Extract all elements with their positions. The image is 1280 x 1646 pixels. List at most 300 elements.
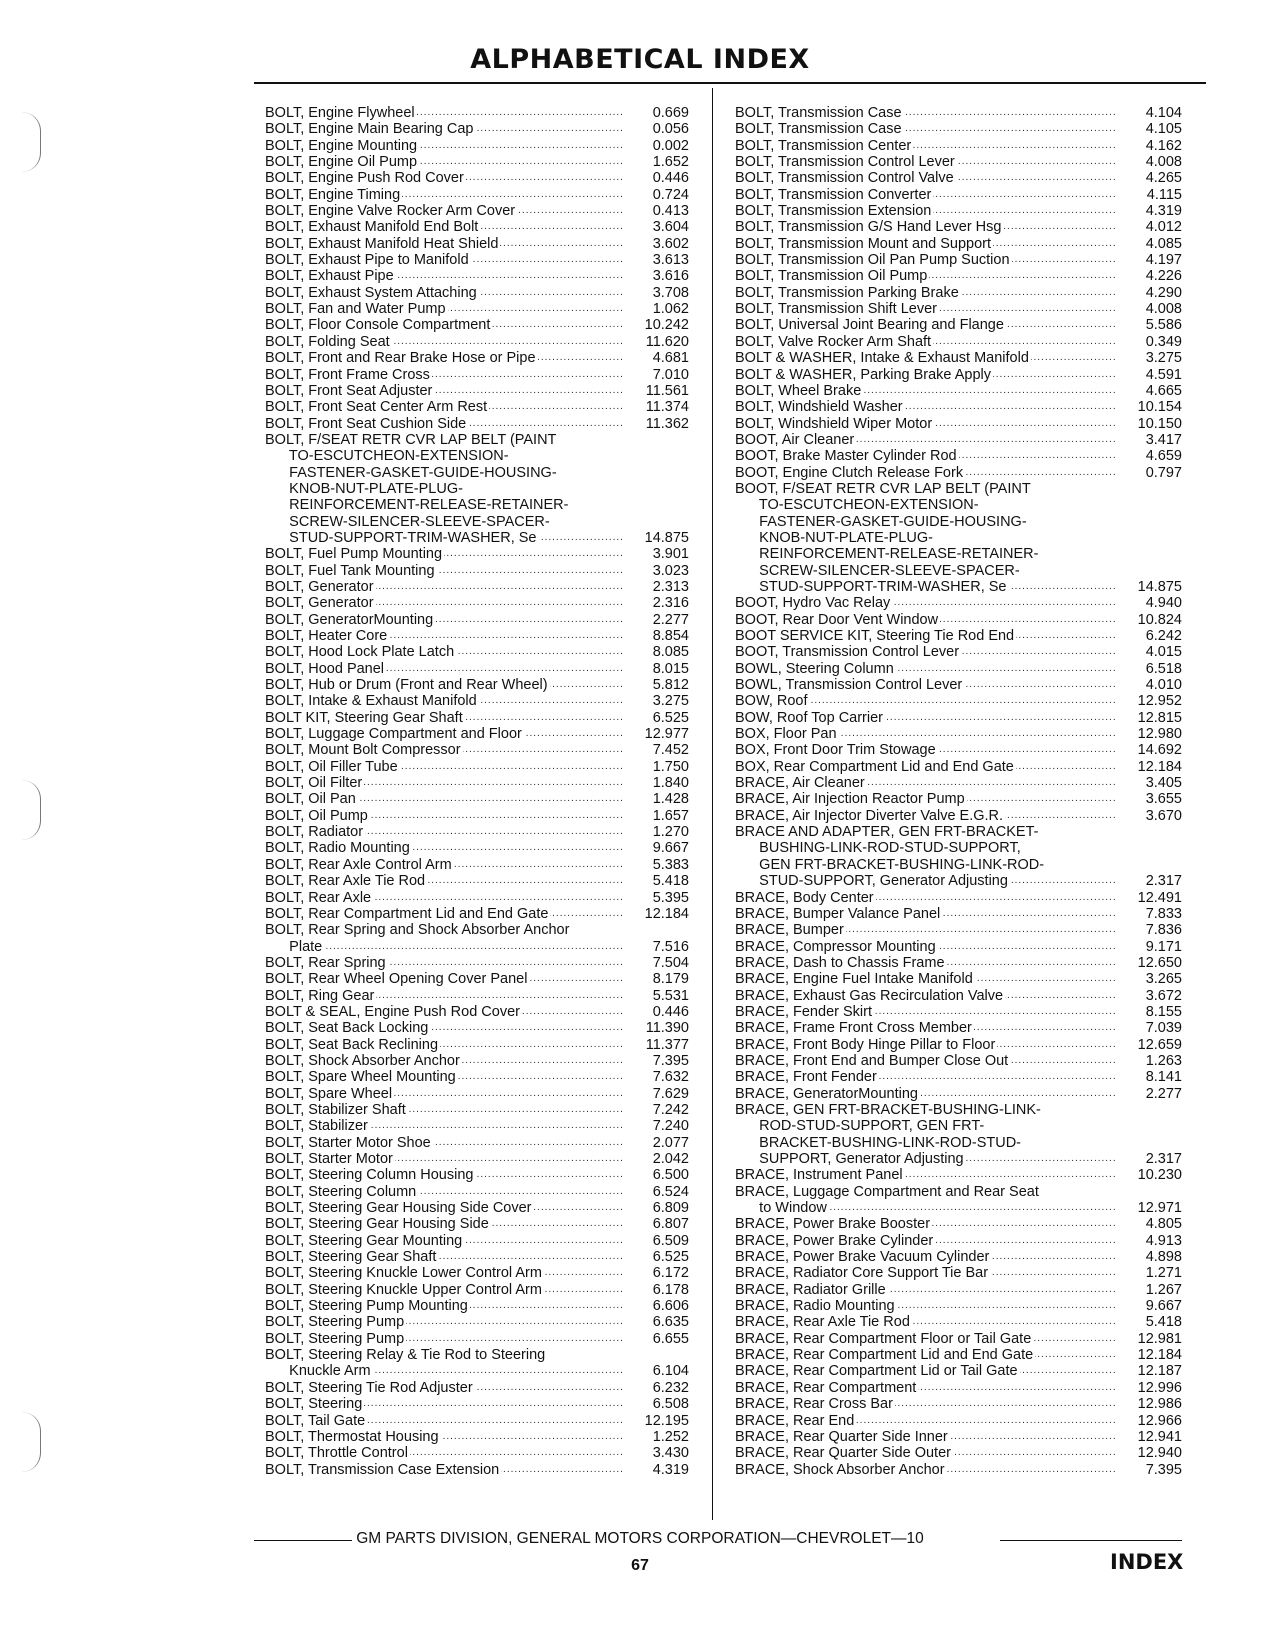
index-entry bbox=[265, 481, 689, 497]
entry-reference-number: 4.085 bbox=[1145, 235, 1182, 252]
entry-reference-number: 6.655 bbox=[652, 1330, 689, 1347]
index-entry bbox=[735, 710, 1182, 726]
index-entry bbox=[735, 383, 1182, 399]
entry-description-text: BOLT, Steering Pump Mounting bbox=[265, 1298, 468, 1315]
entry-description-text: BOLT, Intake & Exhaust Manifold bbox=[265, 693, 477, 710]
entry-description-text: FASTENER-GASKET-GUIDE-HOUSING- bbox=[735, 513, 1027, 530]
entry-description-text: BOLT, Luggage Compartment and Floor bbox=[265, 726, 522, 743]
entry-description-text: BOLT, Steering Pump bbox=[265, 1330, 405, 1347]
index-entry bbox=[265, 465, 689, 481]
entry-description-text: BOLT, Generator bbox=[265, 595, 374, 612]
entry-reference-number: 12.195 bbox=[644, 1412, 689, 1429]
entry-description-text: BOLT, Hood Panel bbox=[265, 660, 385, 677]
index-entry bbox=[265, 154, 689, 170]
entry-reference-number: 7.836 bbox=[1145, 922, 1182, 939]
entry-reference-number: 6.232 bbox=[652, 1379, 689, 1396]
entry-description-text: BRACE, Fender Skirt bbox=[735, 1003, 872, 1020]
index-entry bbox=[735, 563, 1182, 579]
index-entry bbox=[265, 628, 689, 644]
entry-description bbox=[265, 628, 623, 644]
entry-description bbox=[265, 399, 623, 415]
entry-description bbox=[265, 1347, 623, 1363]
entry-description bbox=[265, 906, 623, 922]
entry-description bbox=[265, 1265, 623, 1281]
entry-reference-number: 2.277 bbox=[652, 611, 689, 628]
entry-description bbox=[265, 432, 623, 448]
entry-description-text: BRACE, Radiator Core Support Tie Bar bbox=[735, 1265, 989, 1282]
entry-description-text: BOLT, Oil Filler Tube bbox=[265, 758, 398, 775]
entry-description bbox=[735, 268, 1116, 284]
index-entry bbox=[735, 873, 1182, 889]
index-entry bbox=[735, 824, 1182, 840]
index-entry bbox=[265, 1053, 689, 1069]
index-entry bbox=[735, 1118, 1182, 1134]
entry-description-text: BRACE, Front End and Bumper Close Out bbox=[735, 1052, 1009, 1069]
index-entry bbox=[735, 677, 1182, 693]
entry-reference-number: 0.797 bbox=[1145, 464, 1182, 481]
entry-description-text: BOW, Roof Top Carrier bbox=[735, 709, 884, 726]
entry-description-text: BOLT, Transmission G/S Hand Lever Hsg bbox=[735, 219, 1002, 236]
index-entry bbox=[735, 1086, 1182, 1102]
entry-reference-number: 1.062 bbox=[652, 301, 689, 318]
entry-description-text: BRACE, Bumper Valance Panel bbox=[735, 905, 941, 922]
index-entry bbox=[265, 138, 689, 154]
entry-description bbox=[735, 1004, 1116, 1020]
index-entry bbox=[735, 808, 1182, 824]
entry-description bbox=[735, 546, 1116, 562]
entry-description-text: BRACE, Rear Compartment Floor or Tail Gate bbox=[735, 1330, 1032, 1347]
entry-description-text: BRACE AND ADAPTER, GEN FRT-BRACKET- bbox=[735, 824, 1039, 841]
index-entry bbox=[265, 1216, 689, 1232]
entry-description bbox=[265, 203, 623, 219]
entry-reference-number: 0.446 bbox=[652, 170, 689, 187]
index-entry bbox=[265, 1413, 689, 1429]
entry-description bbox=[265, 154, 623, 170]
entry-reference-number: 7.452 bbox=[652, 742, 689, 759]
entry-description bbox=[735, 759, 1116, 775]
entry-description bbox=[265, 383, 623, 399]
entry-description-text: BOLT, Transmission Case bbox=[735, 105, 902, 121]
entry-reference-number: 4.105 bbox=[1145, 121, 1182, 138]
entry-description bbox=[265, 465, 623, 481]
entry-reference-number: 4.115 bbox=[1146, 186, 1182, 203]
entry-reference-number: 4.197 bbox=[1145, 252, 1182, 269]
index-entry bbox=[735, 922, 1182, 938]
entry-description bbox=[735, 448, 1116, 464]
index-entry bbox=[735, 775, 1182, 791]
entry-description-text: BOLT, Front Seat Adjuster bbox=[265, 382, 433, 399]
index-entry bbox=[735, 1380, 1182, 1396]
entry-description-text: BRACE, Power Brake Cylinder bbox=[735, 1232, 934, 1249]
index-entry bbox=[265, 971, 689, 987]
index-entry bbox=[735, 1004, 1182, 1020]
entry-description-text: BOLT, Engine Flywheel bbox=[265, 105, 415, 121]
entry-description-text: BOLT, Steering Gear Housing Side Cover bbox=[265, 1200, 532, 1217]
entry-description bbox=[735, 285, 1116, 301]
index-entry bbox=[265, 203, 689, 219]
entry-reference-number: 8.015 bbox=[652, 660, 689, 677]
entry-description bbox=[735, 301, 1116, 317]
index-entry bbox=[265, 432, 689, 448]
entry-description bbox=[735, 1037, 1116, 1053]
entry-description bbox=[735, 955, 1116, 971]
entry-description bbox=[735, 170, 1116, 186]
index-entry bbox=[735, 465, 1182, 481]
entry-description bbox=[735, 1233, 1116, 1249]
title-rule bbox=[254, 82, 1206, 84]
index-entry bbox=[265, 1151, 689, 1167]
entry-description-text: BOLT, Engine Mounting bbox=[265, 137, 418, 154]
index-entry bbox=[735, 203, 1182, 219]
entry-description bbox=[265, 1118, 623, 1134]
entry-reference-number: 8.179 bbox=[652, 971, 689, 988]
index-entry bbox=[735, 1184, 1182, 1200]
entry-description-text: BOLT, Valve Rocker Arm Shaft bbox=[735, 333, 932, 350]
entry-reference-number: 3.405 bbox=[1145, 775, 1182, 792]
index-entry bbox=[735, 187, 1182, 203]
entry-reference-number: 10.150 bbox=[1137, 415, 1182, 432]
entry-description-text: BOWL, Transmission Control Lever bbox=[735, 677, 963, 694]
entry-reference-number: 3.708 bbox=[652, 284, 689, 301]
entry-reference-number: 12.941 bbox=[1137, 1428, 1182, 1445]
entry-description bbox=[265, 285, 623, 301]
index-entry bbox=[735, 416, 1182, 432]
index-entry bbox=[265, 219, 689, 235]
entry-description-text: BOOT, Hydro Vac Relay bbox=[735, 595, 891, 612]
entry-description-text: BOLT, Throttle Control bbox=[265, 1445, 408, 1462]
index-entry bbox=[265, 808, 689, 824]
entry-reference-number: 12.184 bbox=[1137, 758, 1182, 775]
entry-description-text: BRACE, Air Injection Reactor Pump bbox=[735, 791, 965, 808]
entry-description-text: BOLT, Engine Timing bbox=[265, 186, 401, 203]
entry-description bbox=[265, 742, 623, 758]
entry-description-text: Plate bbox=[265, 938, 323, 955]
entry-reference-number: 14.692 bbox=[1137, 742, 1182, 759]
entry-description bbox=[265, 497, 623, 513]
entry-description bbox=[265, 236, 623, 252]
entry-description bbox=[265, 1216, 623, 1232]
index-entry bbox=[265, 1396, 689, 1412]
entry-reference-number: 9.667 bbox=[652, 840, 689, 857]
entry-description bbox=[735, 1429, 1116, 1445]
entry-reference-number: 12.977 bbox=[644, 726, 689, 743]
entry-description-text: BOLT, Thermostat Housing bbox=[265, 1428, 439, 1445]
entry-description-text: BOLT, Mount Bolt Compressor bbox=[265, 742, 461, 759]
index-entry bbox=[735, 367, 1182, 383]
entry-description-text: BOLT, Stabilizer bbox=[265, 1118, 368, 1135]
entry-reference-number: 12.996 bbox=[1137, 1379, 1182, 1396]
index-entry bbox=[265, 1167, 689, 1183]
index-entry bbox=[735, 1249, 1182, 1265]
index-entry bbox=[265, 367, 689, 383]
entry-description bbox=[735, 1086, 1116, 1102]
entry-description-text: BOLT, Oil Filter bbox=[265, 775, 363, 792]
entry-reference-number: 4.898 bbox=[1145, 1249, 1182, 1266]
entry-description-text: BOLT, Wheel Brake bbox=[735, 382, 862, 399]
entry-description-text: BOLT, GeneratorMounting bbox=[265, 611, 434, 628]
entry-description-text: BOWL, Steering Column bbox=[735, 660, 894, 677]
entry-description-text: SUPPORT, Generator Adjusting bbox=[735, 1151, 964, 1167]
entry-description-text: BRACE, Rear Axle Tie Rod bbox=[735, 1314, 910, 1331]
entry-description bbox=[265, 726, 623, 742]
entry-description-text: BRACE, Body Center bbox=[735, 889, 874, 906]
entry-reference-number: 9.171 bbox=[1145, 938, 1182, 955]
entry-description bbox=[265, 693, 623, 709]
entry-description bbox=[265, 1413, 623, 1429]
entry-reference-number: 8.085 bbox=[652, 644, 689, 661]
index-entry bbox=[265, 661, 689, 677]
entry-description bbox=[735, 1363, 1116, 1379]
index-entry bbox=[265, 1380, 689, 1396]
entry-reference-number: 5.383 bbox=[652, 856, 689, 873]
entry-reference-number: 5.418 bbox=[652, 873, 689, 890]
entry-description-text: BOLT, Rear Axle bbox=[265, 889, 372, 906]
entry-reference-number: 6.242 bbox=[1145, 628, 1182, 644]
entry-description bbox=[735, 1347, 1116, 1363]
index-entry bbox=[735, 1347, 1182, 1363]
entry-reference-number: 11.561 bbox=[645, 382, 689, 399]
entry-description-text: BOLT, Hood Lock Plate Latch bbox=[265, 644, 455, 661]
entry-description bbox=[735, 1445, 1116, 1461]
entry-description bbox=[265, 1282, 623, 1298]
entry-reference-number: 4.008 bbox=[1145, 154, 1182, 171]
index-entry bbox=[265, 416, 689, 432]
entry-description bbox=[265, 1298, 623, 1314]
entry-description-text: BOLT, Rear Wheel Opening Cover Panel bbox=[265, 971, 528, 988]
entry-description-text: BOLT, Transmission Case Extension bbox=[265, 1461, 500, 1478]
entry-description-text: BOLT, Transmission Oil Pump bbox=[735, 268, 928, 285]
entry-description-text: BOLT, Steering Gear Shaft bbox=[265, 1249, 437, 1266]
entry-description bbox=[265, 971, 623, 987]
entry-description bbox=[735, 334, 1116, 350]
index-entry bbox=[265, 187, 689, 203]
entry-reference-number: 7.632 bbox=[652, 1069, 689, 1086]
index-entry bbox=[735, 612, 1182, 628]
entry-description-text: REINFORCEMENT-RELEASE-RETAINER- bbox=[265, 497, 569, 514]
entry-description bbox=[735, 1265, 1116, 1281]
index-entry bbox=[735, 301, 1182, 317]
entry-description bbox=[265, 595, 623, 611]
entry-reference-number: 4.319 bbox=[1145, 203, 1182, 220]
entry-description bbox=[735, 1020, 1116, 1036]
entry-description-text: BOLT & WASHER, Intake & Exhaust Manifold bbox=[735, 350, 1029, 367]
entry-description bbox=[735, 252, 1116, 268]
entry-description-text: BOLT, Heater Core bbox=[265, 628, 388, 644]
index-entry bbox=[265, 514, 689, 530]
entry-description-text: TO-ESCUTCHEON-EXTENSION- bbox=[265, 448, 509, 465]
index-entry bbox=[265, 742, 689, 758]
entry-description bbox=[265, 1314, 623, 1330]
entry-reference-number: 7.833 bbox=[1145, 905, 1182, 922]
entry-description-text: BOLT, Engine Main Bearing Cap bbox=[265, 121, 474, 138]
index-entry bbox=[265, 1037, 689, 1053]
entry-description-text: BOOT, Brake Master Cylinder Rod bbox=[735, 448, 957, 465]
index-entry bbox=[265, 105, 689, 121]
entry-reference-number: 3.417 bbox=[1145, 431, 1182, 448]
entry-description bbox=[735, 628, 1116, 644]
page-number: 67 bbox=[631, 1557, 649, 1574]
entry-reference-number: 3.275 bbox=[652, 693, 689, 710]
entry-description-text: BOX, Front Door Trim Stowage bbox=[735, 742, 936, 759]
entry-description-text: BOLT & SEAL, Engine Push Rod Cover bbox=[265, 1003, 520, 1020]
entry-description bbox=[265, 1445, 623, 1461]
entry-reference-number: 12.187 bbox=[1137, 1363, 1182, 1380]
index-entry bbox=[265, 1086, 689, 1102]
index-entry bbox=[735, 350, 1182, 366]
index-entry bbox=[735, 857, 1182, 873]
entry-description bbox=[265, 1331, 623, 1347]
index-entry bbox=[265, 252, 689, 268]
entry-description bbox=[735, 677, 1116, 693]
entry-description bbox=[735, 399, 1116, 415]
entry-description bbox=[265, 824, 623, 840]
entry-description bbox=[265, 1069, 623, 1085]
entry-description-text: BOLT, Exhaust Manifold Heat Shield bbox=[265, 235, 499, 252]
entry-description-text: BOOT, F/SEAT RETR CVR LAP BELT (PAINT bbox=[735, 480, 1031, 497]
index-entry bbox=[265, 1462, 689, 1478]
entry-reference-number: 4.659 bbox=[1145, 448, 1182, 465]
entry-description-text: BRACE, Instrument Panel bbox=[735, 1167, 903, 1184]
entry-description bbox=[735, 857, 1116, 873]
index-entry bbox=[735, 514, 1182, 530]
entry-description bbox=[735, 481, 1116, 497]
entry-description bbox=[265, 138, 623, 154]
entry-reference-number: 4.226 bbox=[1145, 268, 1182, 285]
entry-description bbox=[735, 1184, 1116, 1200]
entry-reference-number: 11.620 bbox=[645, 333, 689, 350]
index-entry bbox=[735, 285, 1182, 301]
entry-reference-number: 1.652 bbox=[652, 154, 689, 171]
index-entry bbox=[735, 481, 1182, 497]
entry-description bbox=[735, 644, 1116, 660]
entry-description-text: BOLT, Starter Motor bbox=[265, 1151, 393, 1167]
entry-description-text: BRACKET-BUSHING-LINK-ROD-STUD- bbox=[735, 1134, 1021, 1151]
entry-description bbox=[265, 612, 623, 628]
entry-reference-number: 7.242 bbox=[652, 1101, 689, 1118]
entry-description bbox=[735, 1167, 1116, 1183]
index-entry bbox=[735, 1053, 1182, 1069]
index-entry bbox=[265, 448, 689, 464]
entry-description-text: BRACE, Front Body Hinge Pillar to Floor bbox=[735, 1036, 996, 1053]
entry-description bbox=[265, 1396, 623, 1412]
entry-reference-number: 9.667 bbox=[1145, 1298, 1182, 1315]
entry-description bbox=[735, 105, 1116, 121]
entry-reference-number: 6.172 bbox=[652, 1265, 689, 1282]
entry-reference-number: 4.012 bbox=[1145, 219, 1182, 236]
index-entry bbox=[265, 857, 689, 873]
entry-reference-number: 4.591 bbox=[1145, 366, 1182, 383]
entry-description bbox=[265, 808, 623, 824]
entry-description-text: BOLT, Rear Axle Control Arm bbox=[265, 856, 452, 873]
entry-description-text: BOLT, Universal Joint Bearing and Flange bbox=[735, 317, 1004, 334]
index-entry bbox=[735, 1167, 1182, 1183]
entry-reference-number: 3.604 bbox=[652, 219, 689, 236]
entry-description bbox=[735, 1102, 1116, 1118]
entry-description-text: BRACE, Air Cleaner bbox=[735, 775, 865, 792]
index-entry bbox=[735, 1331, 1182, 1347]
index-entry bbox=[735, 791, 1182, 807]
entry-reference-number: 1.270 bbox=[652, 824, 689, 841]
entry-reference-number: 12.650 bbox=[1137, 954, 1182, 971]
index-entry bbox=[735, 138, 1182, 154]
entry-description-text: BOLT, Front Seat Cushion Side bbox=[265, 415, 467, 432]
entry-description bbox=[735, 187, 1116, 203]
entry-reference-number: 3.655 bbox=[1145, 791, 1182, 808]
entry-reference-number: 6.178 bbox=[652, 1281, 689, 1298]
entry-description bbox=[265, 563, 623, 579]
entry-description bbox=[265, 791, 623, 807]
entry-description bbox=[735, 840, 1116, 856]
index-entry bbox=[265, 955, 689, 971]
entry-description-text: BRACE, Power Brake Vacuum Cylinder bbox=[735, 1249, 990, 1266]
entry-reference-number: 10.242 bbox=[644, 317, 689, 334]
entry-description-text: BOLT, Shock Absorber Anchor bbox=[265, 1052, 460, 1069]
index-entry bbox=[735, 579, 1182, 595]
entry-description bbox=[265, 955, 623, 971]
entry-reference-number: 4.162 bbox=[1145, 137, 1182, 154]
entry-description-text: BOLT, Floor Console Compartment bbox=[265, 317, 491, 334]
index-entry bbox=[735, 1298, 1182, 1314]
entry-reference-number: 6.509 bbox=[652, 1232, 689, 1249]
entry-description bbox=[735, 1249, 1116, 1265]
entry-description-text: BOLT, Exhaust Manifold End Bolt bbox=[265, 219, 479, 236]
entry-description bbox=[735, 742, 1116, 758]
entry-description bbox=[735, 154, 1116, 170]
entry-description bbox=[265, 873, 623, 889]
entry-description-text: BRACE, Frame Front Cross Member bbox=[735, 1020, 972, 1037]
entry-description-text: BOLT, Ring Gear bbox=[265, 987, 375, 1004]
index-entry bbox=[265, 1233, 689, 1249]
entry-description-text: Knuckle Arm bbox=[265, 1363, 371, 1380]
index-entry bbox=[265, 1004, 689, 1020]
index-entry bbox=[265, 759, 689, 775]
index-entry bbox=[265, 644, 689, 660]
entry-reference-number: 4.665 bbox=[1145, 382, 1182, 399]
index-entry bbox=[735, 497, 1182, 513]
entry-description-text: BRACE, Rear Cross Bar bbox=[735, 1396, 893, 1413]
entry-description bbox=[735, 563, 1116, 579]
index-entry bbox=[735, 317, 1182, 333]
entry-reference-number: 3.616 bbox=[652, 268, 689, 285]
entry-reference-number: 12.184 bbox=[644, 905, 689, 922]
index-entry bbox=[265, 595, 689, 611]
index-entry bbox=[735, 154, 1182, 170]
entry-description-text: BOLT, Oil Pan bbox=[265, 791, 356, 808]
entry-description bbox=[265, 1184, 623, 1200]
index-entry bbox=[735, 759, 1182, 775]
entry-description-text: STUD-SUPPORT-TRIM-WASHER, Se bbox=[265, 529, 537, 546]
index-entry bbox=[265, 693, 689, 709]
entry-description bbox=[265, 1233, 623, 1249]
index-entry bbox=[265, 1331, 689, 1347]
index-entry bbox=[735, 1135, 1182, 1151]
entry-description-text: BOOT SERVICE KIT, Steering Tie Rod End bbox=[735, 628, 1015, 644]
entry-reference-number: 0.002 bbox=[652, 137, 689, 154]
entry-reference-number: 4.015 bbox=[1145, 644, 1182, 661]
entry-reference-number: 3.613 bbox=[652, 252, 689, 269]
entry-reference-number: 1.263 bbox=[1145, 1052, 1182, 1069]
entry-reference-number: 2.042 bbox=[652, 1151, 689, 1167]
entry-description-text: BRACE, Exhaust Gas Recirculation Valve bbox=[735, 987, 1004, 1004]
entry-description bbox=[265, 301, 623, 317]
entry-description-text: BOLT, Transmission Control Valve bbox=[735, 170, 954, 187]
entry-description-text: BOLT, Steering Column Housing bbox=[265, 1167, 474, 1184]
entry-reference-number: 6.508 bbox=[652, 1396, 689, 1413]
entry-description bbox=[735, 890, 1116, 906]
index-entry bbox=[265, 612, 689, 628]
index-entry bbox=[735, 121, 1182, 137]
entry-description-text: BOLT, Seat Back Reclining bbox=[265, 1036, 439, 1053]
